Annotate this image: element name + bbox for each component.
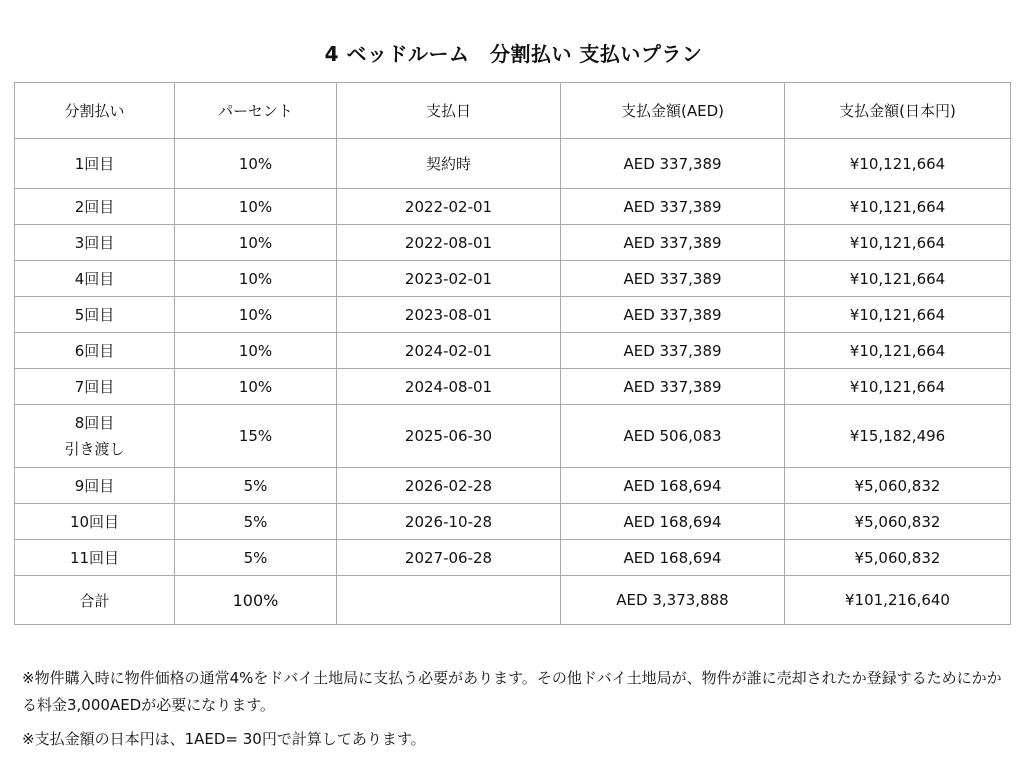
total-percent: 100% bbox=[175, 576, 337, 625]
cell-amount-jpy: ¥10,121,664 bbox=[785, 225, 1011, 261]
notes bbox=[22, 665, 1007, 753]
cell-amount-jpy: ¥5,060,832 bbox=[785, 504, 1011, 540]
cell-amount-aed: AED 337,389 bbox=[561, 189, 785, 225]
cell-amount-jpy: ¥10,121,664 bbox=[785, 189, 1011, 225]
cell-amount-aed: AED 337,389 bbox=[561, 297, 785, 333]
cell-amount-jpy: ¥10,121,664 bbox=[785, 139, 1011, 189]
header-amount-aed: 支払金額(AED) bbox=[561, 83, 785, 139]
cell-installment: 11回目 bbox=[15, 540, 175, 576]
total-date bbox=[337, 576, 561, 625]
cell-amount-jpy: ¥5,060,832 bbox=[785, 468, 1011, 504]
total-label: 合計 bbox=[15, 576, 175, 625]
cell-installment: 2回目 bbox=[15, 189, 175, 225]
cell-date: 2023-08-01 bbox=[337, 297, 561, 333]
table-row bbox=[15, 139, 1011, 189]
cell-percent: 10% bbox=[175, 261, 337, 297]
cell-amount-aed: AED 337,389 bbox=[561, 333, 785, 369]
cell-installment: 3回目 bbox=[15, 225, 175, 261]
cell-amount-aed: AED 168,694 bbox=[561, 504, 785, 540]
total-amount-jpy: ¥101,216,640 bbox=[785, 576, 1011, 625]
cell-date: 2024-08-01 bbox=[337, 369, 561, 405]
header-installment: 分割払い bbox=[15, 83, 175, 139]
cell-percent: 10% bbox=[175, 139, 337, 189]
table-row bbox=[15, 333, 1011, 369]
table-row bbox=[15, 261, 1011, 297]
cell-amount-jpy: ¥10,121,664 bbox=[785, 333, 1011, 369]
cell-installment: 4回目 bbox=[15, 261, 175, 297]
cell-amount-jpy: ¥5,060,832 bbox=[785, 540, 1011, 576]
cell-amount-aed: AED 168,694 bbox=[561, 468, 785, 504]
cell-amount-aed: AED 337,389 bbox=[561, 261, 785, 297]
note-exchange-rate: ※支払金額の日本円は、1AED= 30円で計算してあります。 bbox=[22, 730, 426, 748]
cell-amount-jpy: ¥10,121,664 bbox=[785, 369, 1011, 405]
table-row bbox=[15, 189, 1011, 225]
cell-date: 2022-08-01 bbox=[337, 225, 561, 261]
cell-installment: 6回目 bbox=[15, 333, 175, 369]
table-row bbox=[15, 468, 1011, 504]
cell-date: 2026-02-28 bbox=[337, 468, 561, 504]
cell-installment: 9回目 bbox=[15, 468, 175, 504]
cell-amount-aed: AED 337,389 bbox=[561, 139, 785, 189]
table-row bbox=[15, 225, 1011, 261]
cell-installment bbox=[15, 405, 175, 468]
cell-amount-aed: AED 506,083 bbox=[561, 405, 785, 468]
page-title: 4 ベッドルーム 分割払い 支払いプラン bbox=[324, 42, 703, 66]
cell-date: 2026-10-28 bbox=[337, 504, 561, 540]
cell-percent: 5% bbox=[175, 540, 337, 576]
cell-amount-jpy: ¥10,121,664 bbox=[785, 297, 1011, 333]
cell-installment: 10回目 bbox=[15, 504, 175, 540]
table-total-row bbox=[15, 576, 1011, 625]
cell-date: 2024-02-01 bbox=[337, 333, 561, 369]
cell-amount-aed: AED 337,389 bbox=[561, 369, 785, 405]
table-row bbox=[15, 504, 1011, 540]
cell-date: 2027-06-28 bbox=[337, 540, 561, 576]
cell-percent: 5% bbox=[175, 468, 337, 504]
cell-date: 契約時 bbox=[337, 139, 561, 189]
total-amount-aed: AED 3,373,888 bbox=[561, 576, 785, 625]
header-date: 支払日 bbox=[337, 83, 561, 139]
cell-percent: 10% bbox=[175, 225, 337, 261]
cell-installment: 7回目 bbox=[15, 369, 175, 405]
cell-date: 2025-06-30 bbox=[337, 405, 561, 468]
cell-amount-aed: AED 337,389 bbox=[561, 225, 785, 261]
table-header-row bbox=[15, 83, 1011, 139]
table-row bbox=[15, 369, 1011, 405]
installment-label: 8回目 bbox=[74, 414, 115, 432]
cell-percent: 5% bbox=[175, 504, 337, 540]
cell-date: 2023-02-01 bbox=[337, 261, 561, 297]
cell-percent: 10% bbox=[175, 369, 337, 405]
table-row bbox=[15, 405, 1011, 468]
cell-percent: 10% bbox=[175, 189, 337, 225]
header-amount-jpy: 支払金額(日本円) bbox=[785, 83, 1011, 139]
handover-label: 引き渡し bbox=[64, 440, 125, 458]
cell-date: 2022-02-01 bbox=[337, 189, 561, 225]
cell-percent: 10% bbox=[175, 333, 337, 369]
cell-installment: 5回目 bbox=[15, 297, 175, 333]
note-land-department-fee: ※物件購入時に物件価格の通常4%をドバイ土地局に支払う必要があります。その他ドバイ土地局が、物件が誰に売却されたか登録するためにかかる料金3,000AEDが必要になります。 bbox=[22, 669, 1002, 714]
cell-amount-aed: AED 168,694 bbox=[561, 540, 785, 576]
cell-amount-jpy: ¥10,121,664 bbox=[785, 261, 1011, 297]
table-row bbox=[15, 540, 1011, 576]
cell-installment: 1回目 bbox=[15, 139, 175, 189]
cell-percent: 10% bbox=[175, 297, 337, 333]
payment-plan-table bbox=[14, 82, 1011, 625]
cell-percent: 15% bbox=[175, 405, 337, 468]
header-percent: パーセント bbox=[175, 83, 337, 139]
cell-amount-jpy: ¥15,182,496 bbox=[785, 405, 1011, 468]
table-row bbox=[15, 297, 1011, 333]
